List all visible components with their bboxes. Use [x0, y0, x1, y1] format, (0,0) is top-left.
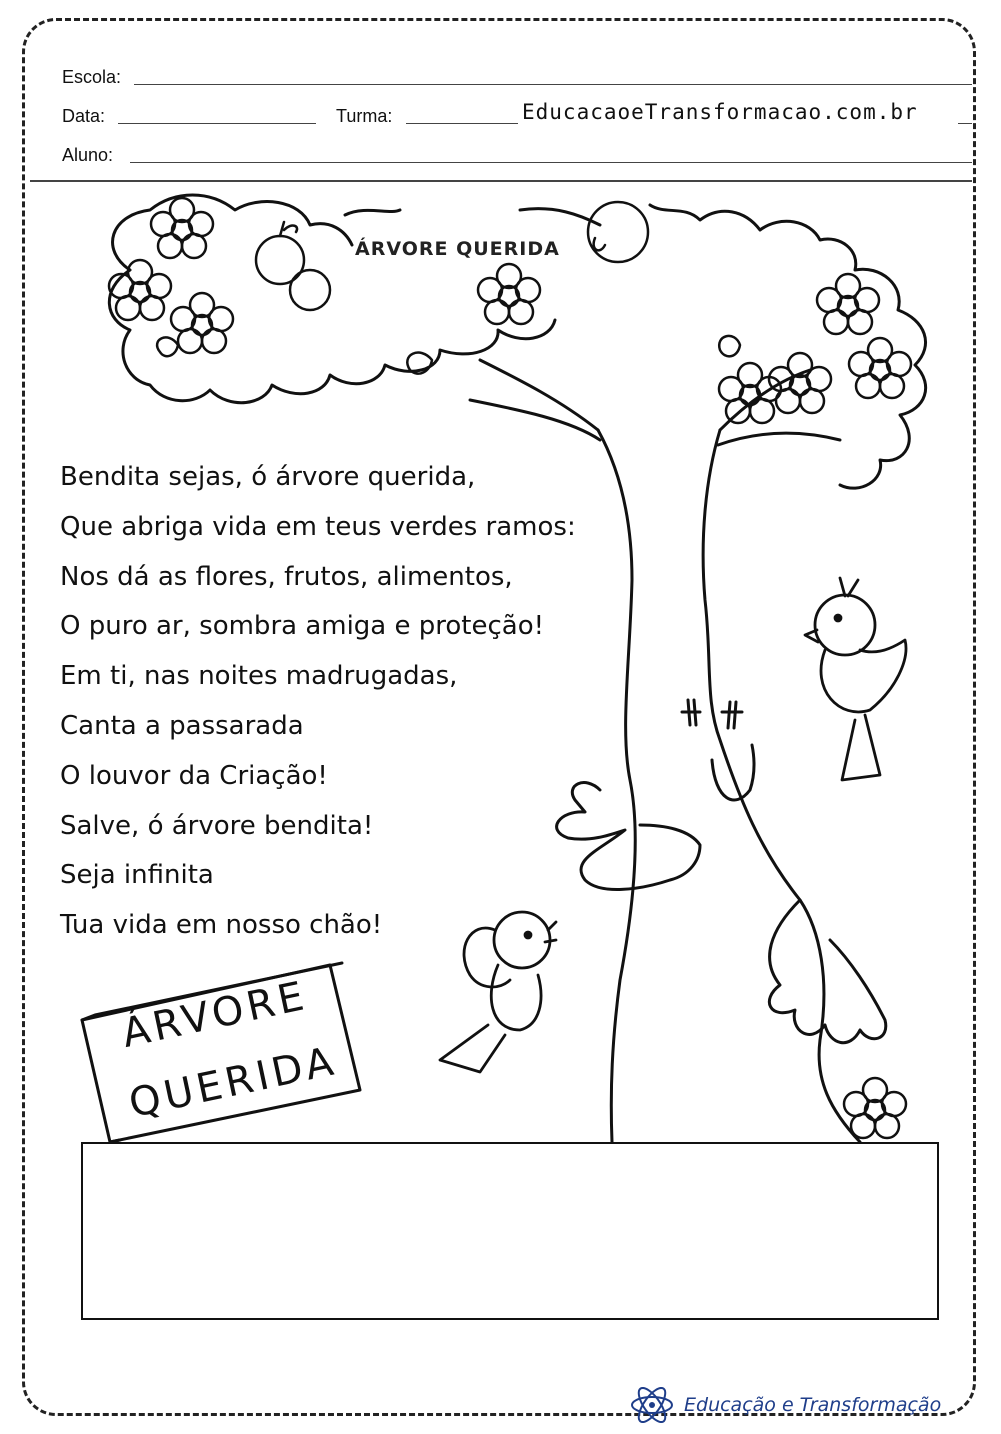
date-label: Data: — [62, 106, 106, 126]
poem-line: O puro ar, sombra amiga e proteção! — [60, 611, 545, 642]
tree-hand-right — [769, 900, 885, 1043]
poem-line: Seja infinita — [60, 860, 214, 891]
atom-logo-icon — [628, 1387, 676, 1423]
illustration-title: ÁRVORE QUERIDA — [355, 238, 560, 260]
sign-text-line1: ÁRVORE — [118, 972, 312, 1057]
tree-hand-left — [557, 783, 700, 890]
bird-on-tree — [805, 578, 906, 780]
website-url: EducacaoeTransformacao.com.br — [522, 100, 918, 124]
poem-line: Bendita sejas, ó árvore querida, — [60, 462, 476, 492]
sign-text-line2: QUERIDA — [125, 1038, 342, 1127]
tree-trunk — [598, 430, 860, 1142]
footer-brand — [628, 1387, 941, 1423]
school-label: Escola: — [62, 67, 122, 87]
poem-line: Salve, ó árvore bendita! — [60, 810, 374, 841]
answer-box[interactable] — [81, 1142, 939, 1320]
tree-branch-left — [470, 360, 600, 440]
leaves — [157, 336, 740, 374]
poem-line: Nos dá as flores, frutos, alimentos, — [60, 561, 513, 592]
poem-line: Que abriga vida em teus verdes ramos: — [60, 511, 576, 542]
poem-line: O louvor da Criação! — [60, 760, 328, 791]
tree-face-smile — [712, 745, 754, 800]
footer-brand-text: Educação e Transformação — [684, 1394, 942, 1416]
poem-line: Tua vida em nosso chão! — [60, 910, 383, 941]
poem-line: Canta a passarada — [60, 710, 304, 741]
poem — [60, 453, 576, 951]
student-label: Aluno: — [62, 145, 114, 165]
poem-line: Em ti, nas noites madrugadas, — [60, 661, 458, 692]
class-label: Turma: — [336, 106, 393, 126]
